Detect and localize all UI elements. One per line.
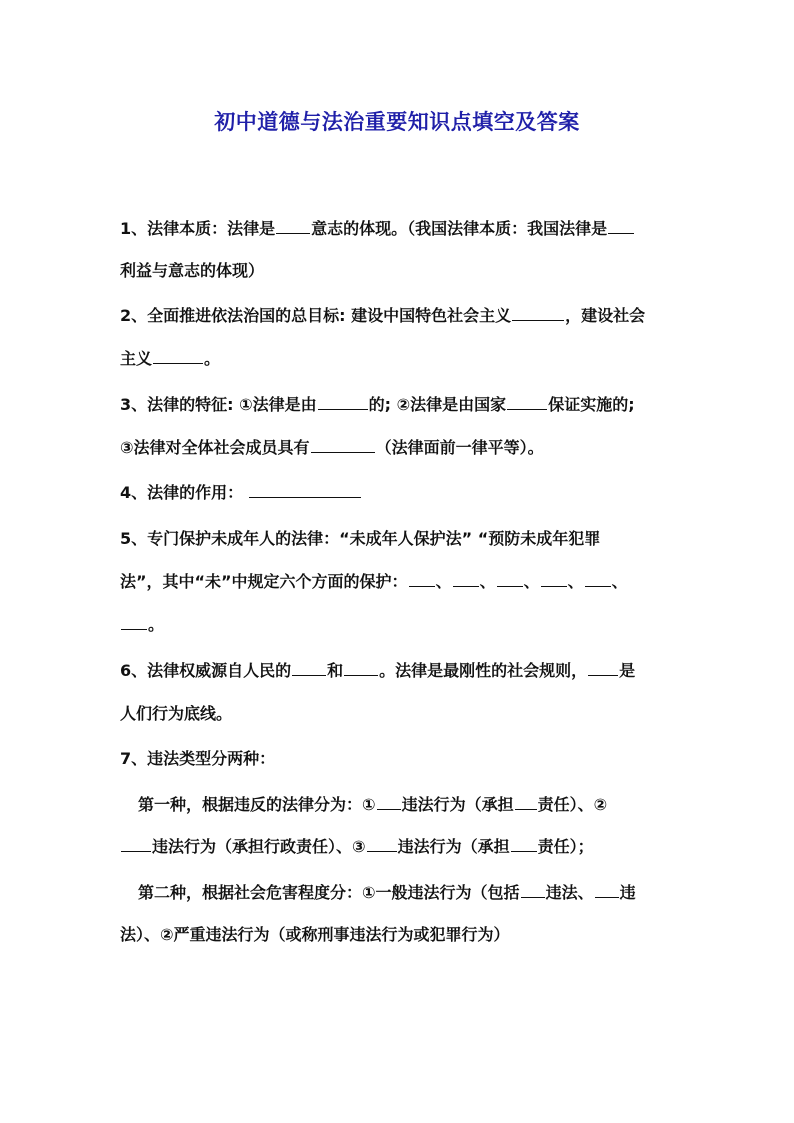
fill-blank[interactable]: [541, 572, 567, 587]
type-one-line-1: [138, 792, 683, 815]
type-one-text-f: 责任）；: [537, 837, 594, 856]
separator: 、: [567, 572, 584, 591]
fill-blank[interactable]: [512, 306, 564, 321]
item-6-text-c: 。法律是最刚性的社会规则，: [379, 661, 588, 680]
item-1-line-2: [120, 258, 680, 281]
item-6-text-d: 是: [619, 661, 636, 680]
fill-blank[interactable]: [311, 438, 375, 453]
type-two-line-2: [120, 922, 680, 945]
item-6-line-2: [120, 701, 680, 724]
separator: 、: [611, 572, 628, 591]
item-6-text-a: 6、法律权威源自人民的: [120, 661, 292, 680]
type-one-text-b: 违法行为（承担: [401, 795, 514, 814]
type-two-text-b: 违法、: [545, 883, 594, 902]
item-2-line-1: [120, 303, 680, 326]
fill-blank[interactable]: [377, 795, 401, 810]
separator: 、: [435, 572, 452, 591]
item-6-text-b: 和: [327, 661, 344, 680]
fill-blank[interactable]: [121, 615, 147, 630]
item-1-text-a: 1、法律本质：法律是: [120, 219, 276, 238]
type-one-text-d: 违法行为（承担行政责任）、③: [152, 837, 366, 856]
fill-blank[interactable]: [367, 837, 397, 852]
separator: 、: [479, 572, 496, 591]
item-2-line-2: [120, 346, 680, 369]
item-4-text-a: 4、法律的作用：: [120, 483, 244, 502]
fill-blank[interactable]: [588, 661, 618, 676]
page-title: 初中道德与法治重要知识点填空及答案: [214, 110, 580, 134]
fill-blank[interactable]: [507, 395, 547, 410]
fill-blank[interactable]: [608, 219, 634, 234]
type-two-line-1: [138, 880, 683, 903]
fill-blank[interactable]: [276, 219, 310, 234]
item-7-text-a: 7、违法类型分两种：: [120, 749, 276, 768]
item-6-text-e: 人们行为底线。: [120, 704, 233, 723]
fill-blank[interactable]: [292, 661, 326, 676]
item-3-line-2: [120, 435, 680, 458]
fill-blank[interactable]: [511, 837, 537, 852]
item-5-line-3: [120, 612, 680, 635]
type-one-text-a: 第一种，根据违反的法律分为：①: [138, 795, 376, 814]
item-4-line-1: [120, 480, 680, 503]
type-two-text-d: 法）、②严重违法行为（或称刑事违法行为或犯罪行为）: [120, 925, 510, 944]
item-1-line-1: [120, 216, 680, 239]
type-two-text-c: 违: [619, 883, 636, 902]
item-3-line-1: [120, 392, 680, 415]
type-two-text-a: 第二种，根据社会危害程度分：①一般违法行为（包括: [138, 883, 520, 902]
item-3-text-e: （法律面前一律平等）。: [375, 438, 544, 457]
type-one-text-c: 责任）、②: [537, 795, 608, 814]
item-5-line-2: [120, 569, 680, 592]
item-5-line-1: [120, 526, 680, 549]
item-2-text-d: 。: [204, 349, 221, 368]
fill-blank[interactable]: [121, 837, 151, 852]
item-3-text-c: 保证实施的;: [548, 395, 635, 414]
type-one-line-2: [120, 834, 680, 857]
fill-blank[interactable]: [453, 572, 479, 587]
separator: 、: [523, 572, 540, 591]
fill-blank[interactable]: [153, 349, 203, 364]
item-5-text-b: 法”，其中“未”中规定六个方面的保护：: [120, 572, 408, 591]
fill-blank[interactable]: [585, 572, 611, 587]
fill-blank[interactable]: [318, 395, 368, 410]
item-1-text-b: 意志的体现。（我国法律本质：我国法律是: [311, 219, 608, 238]
fill-blank[interactable]: [344, 661, 378, 676]
fill-blank[interactable]: [249, 483, 361, 498]
item-6-line-1: [120, 658, 680, 681]
item-5-text-a: 5、专门保护未成年人的法律：“未成年人保护法” “预防未成年犯罪: [120, 529, 601, 548]
type-one-text-e: 违法行为（承担: [397, 837, 510, 856]
item-1-text-c: 利益与意志的体现）: [120, 261, 265, 280]
item-2-text-c: 主义: [120, 349, 153, 368]
fill-blank[interactable]: [409, 572, 435, 587]
fill-blank[interactable]: [515, 795, 537, 810]
item-7-line-1: [120, 746, 680, 769]
item-5-end: 。: [148, 615, 165, 634]
item-3-text-b: 的; ②法律是由国家: [368, 395, 507, 414]
fill-blank[interactable]: [497, 572, 523, 587]
item-3-text-d: ③法律对全体社会成员具有: [120, 438, 310, 457]
fill-blank[interactable]: [595, 883, 619, 898]
item-2-text-a: 2、全面推进依法治国的总目标: 建设中国特色社会主义: [120, 306, 512, 325]
item-2-text-b: ，建设社会: [565, 306, 646, 325]
item-3-text-a: 3、法律的特征: ①法律是由: [120, 395, 317, 414]
fill-blank[interactable]: [521, 883, 545, 898]
